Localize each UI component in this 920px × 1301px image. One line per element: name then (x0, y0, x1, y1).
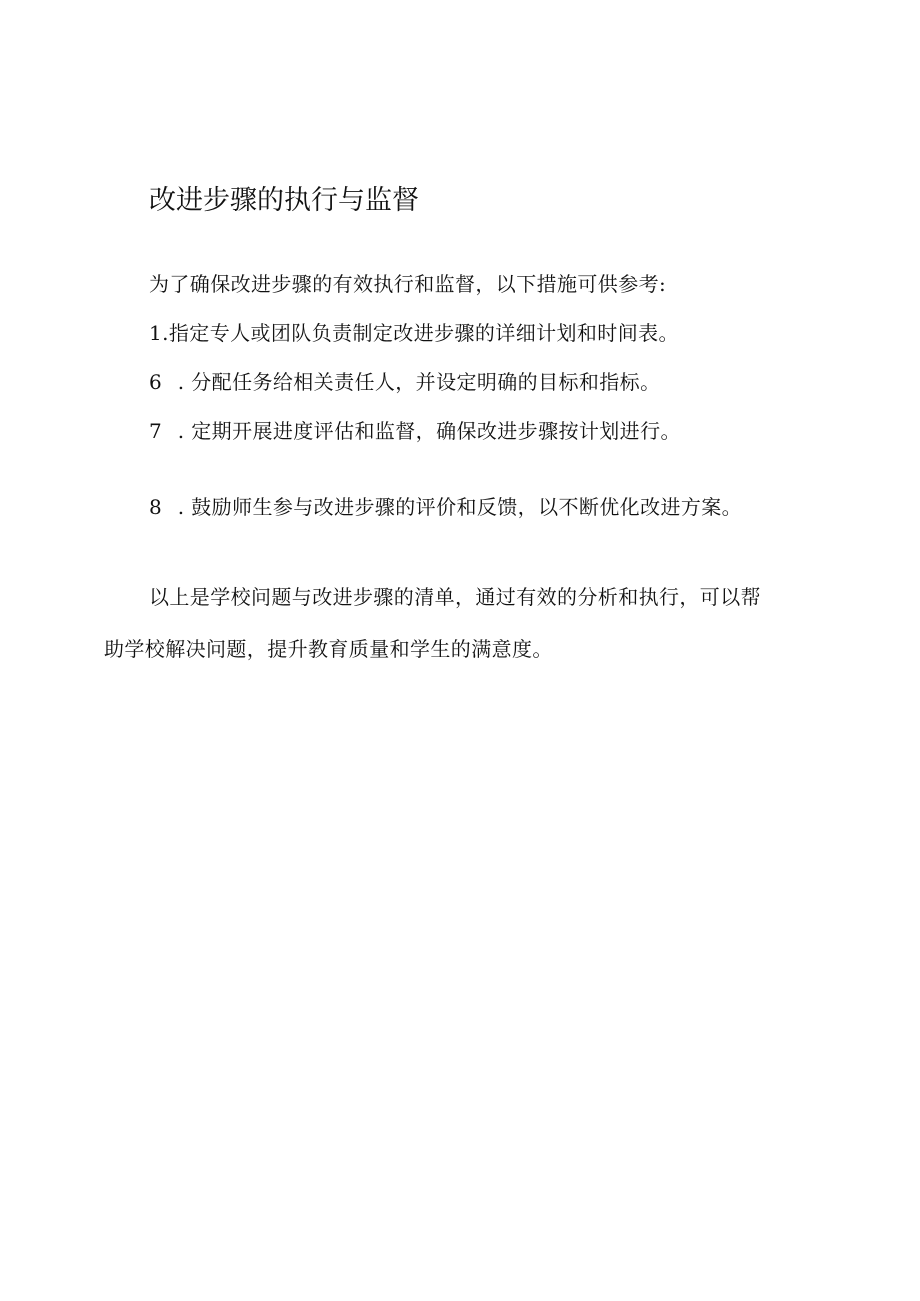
list-text: . 鼓励师生参与改进步骤的评价和反馈，以不断优化改进方案。 (171, 495, 743, 519)
conclusion-line-2: 助学校解决问题，提升教育质量和学生的满意度。 (104, 637, 553, 661)
list-number: 6 (149, 370, 163, 394)
list-item (149, 492, 742, 522)
list-text: . 定期开展进度评估和监督，确保改进步骤按计划进行。 (171, 419, 681, 443)
intro-paragraph: 为了确保改进步骤的有效执行和监督，以下措施可供参考: (149, 272, 667, 296)
list-text: 指定专人或团队负责制定改进步骤的详细计划和时间表。 (168, 321, 679, 345)
list-number: 1. (149, 321, 169, 345)
conclusion-line-1: 以上是学校问题与改进步骤的清单，通过有效的分析和执行，可以帮 (149, 585, 761, 609)
list-text: . 分配任务给相关责任人，并设定明确的目标和指标。 (171, 370, 661, 394)
list-number: 8 (149, 495, 163, 519)
list-item (149, 367, 660, 397)
section-heading: 改进步骤的执行与监督 (149, 185, 419, 216)
list-item (149, 416, 681, 446)
list-item (149, 318, 679, 348)
list-number: 7 (149, 419, 163, 443)
